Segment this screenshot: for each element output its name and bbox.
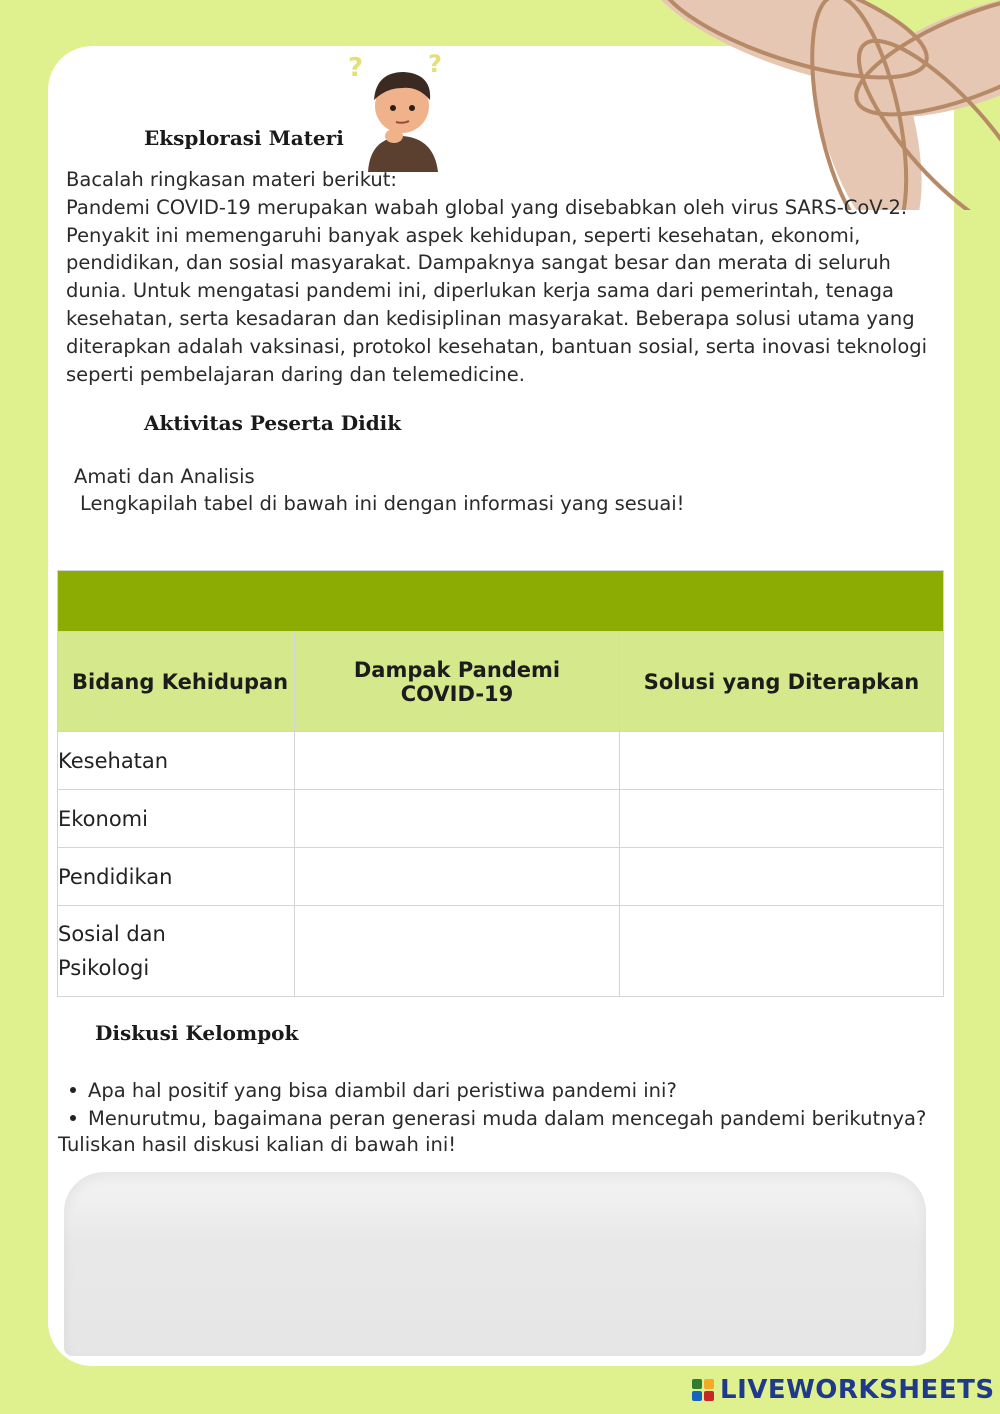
summary-line: diterapkan adalah vaksinasi, protokol kesehatan, bantuan sosial, serta inovasi teknologi bbox=[66, 334, 928, 358]
discussion-instruction: Tuliskan hasil diskusi kalian di bawah ini! bbox=[58, 1133, 457, 1156]
solusi-answer-cell[interactable] bbox=[620, 732, 944, 790]
table-top-bar bbox=[58, 571, 944, 632]
table-header-row bbox=[58, 632, 944, 732]
summary-line: Penyakit ini memengaruhi banyak aspek kehidupan, seperti kesehatan, ekonomi, bbox=[66, 223, 861, 247]
row-label: Kesehatan bbox=[58, 732, 295, 790]
section-title-diskusi: Diskusi Kelompok bbox=[95, 1021, 299, 1045]
summary-line: seperti pembelajaran daring dan telemedicine. bbox=[66, 362, 525, 386]
summary-line: kesehatan, serta kesadaran dan kedisiplinan masyarakat. Beberapa solusi utama yang bbox=[66, 306, 915, 330]
row-label: Ekonomi bbox=[58, 790, 295, 848]
list-item bbox=[70, 1077, 926, 1105]
analysis-table bbox=[57, 570, 944, 997]
solusi-answer-cell[interactable] bbox=[620, 906, 944, 997]
summary-line: Pandemi COVID-19 merupakan wabah global yang disebabkan oleh virus SARS-CoV-2. bbox=[66, 195, 908, 219]
table-row bbox=[58, 848, 944, 906]
bullet-icon bbox=[70, 1087, 76, 1093]
table-row bbox=[58, 732, 944, 790]
activity-subtitle: Amati dan Analisis bbox=[74, 465, 255, 488]
svg-text:?: ? bbox=[428, 50, 442, 78]
solusi-answer-cell[interactable] bbox=[620, 790, 944, 848]
summary-intro: Bacalah ringkasan materi berikut: bbox=[66, 168, 397, 191]
header-solusi: Solusi yang Diterapkan bbox=[620, 632, 944, 732]
summary-line: dunia. Untuk mengatasi pandemi ini, diperlukan kerja sama dari pemerintah, tenaga bbox=[66, 279, 894, 303]
summary-line: pendidikan, dan sosial masyarakat. Dampaknya sangat besar dan merata di seluruh bbox=[66, 251, 891, 275]
dampak-answer-cell[interactable] bbox=[295, 848, 620, 906]
header-bidang: Bidang Kehidupan bbox=[58, 632, 295, 732]
section-title-aktivitas: Aktivitas Peserta Didik bbox=[144, 411, 402, 435]
discussion-questions bbox=[70, 1077, 926, 1133]
bullet-icon bbox=[70, 1115, 76, 1121]
svg-text:?: ? bbox=[348, 53, 364, 83]
activity-instruction: Lengkapilah tabel di bawah ini dengan informasi yang sesuai! bbox=[80, 492, 685, 515]
table-row bbox=[58, 906, 944, 997]
list-item bbox=[70, 1105, 926, 1133]
question-text: Apa hal positif yang bisa diambil dari peristiwa pandemi ini? bbox=[88, 1079, 677, 1102]
solusi-answer-cell[interactable] bbox=[620, 848, 944, 906]
discussion-answer-box[interactable] bbox=[64, 1172, 926, 1356]
table-row bbox=[58, 790, 944, 848]
row-label: Sosial dan Psikologi bbox=[58, 906, 295, 997]
brand-name: LIVEWORKSHEETS bbox=[720, 1375, 995, 1405]
question-text: Menurutmu, bagaimana peran generasi muda dalam mencegah pandemi berikutnya? bbox=[88, 1107, 927, 1130]
summary-paragraph bbox=[66, 166, 946, 388]
row-label: Pendidikan bbox=[58, 848, 295, 906]
section-title-eksplorasi: Eksplorasi Materi bbox=[144, 126, 344, 150]
liveworksheets-logo-icon bbox=[692, 1379, 714, 1401]
thinking-kid-illustration bbox=[346, 50, 456, 172]
dampak-answer-cell[interactable] bbox=[295, 790, 620, 848]
dampak-answer-cell[interactable] bbox=[295, 732, 620, 790]
header-dampak: Dampak Pandemi COVID-19 bbox=[295, 632, 620, 732]
dampak-answer-cell[interactable] bbox=[295, 906, 620, 997]
liveworksheets-brand bbox=[692, 1374, 995, 1406]
